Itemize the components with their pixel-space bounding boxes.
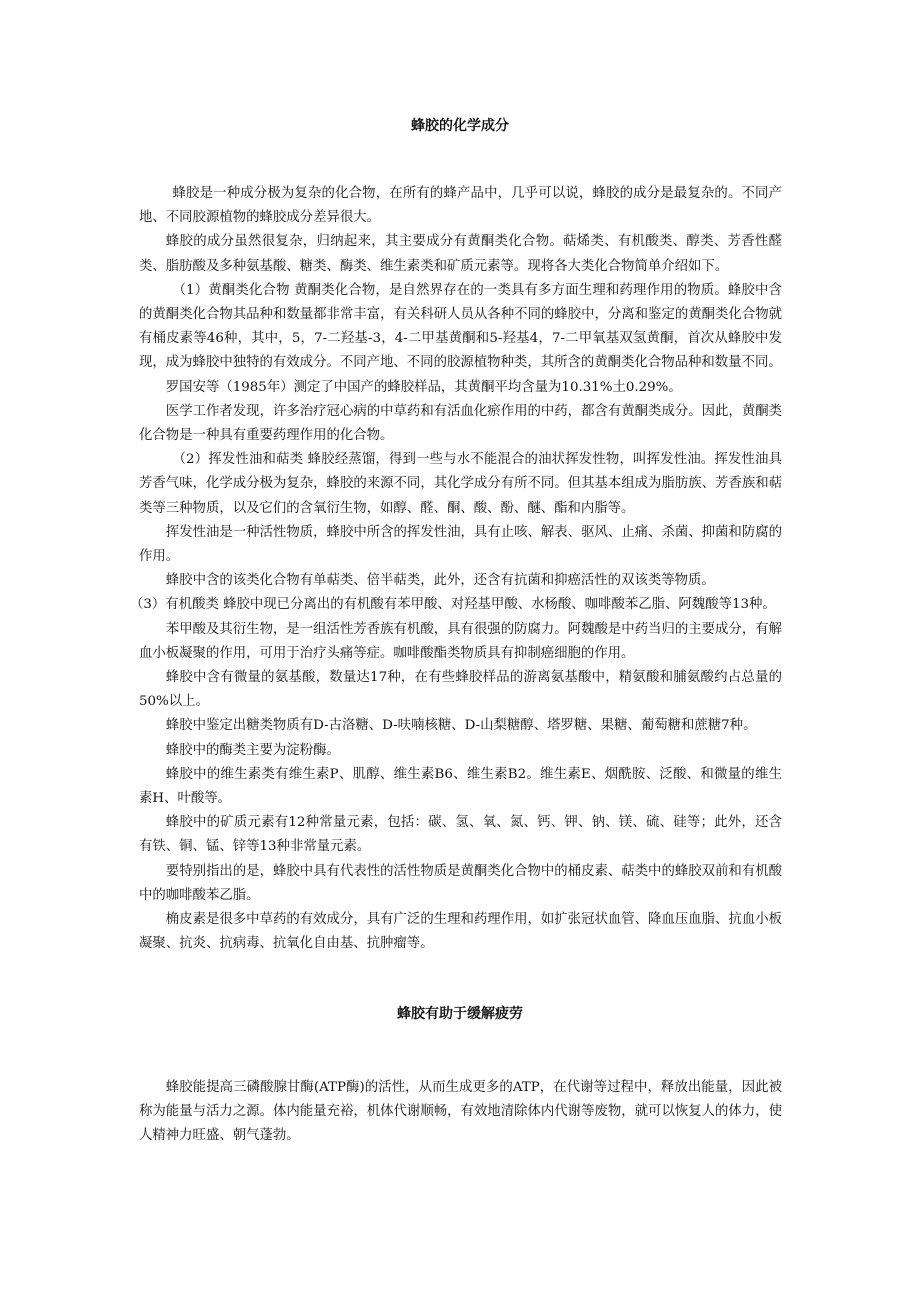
paragraph: 蜂胶的成分虽然很复杂，归纳起来，其主要成分有黄酮类化合物。萜烯类、有机酸类、醇类、芳香性醛类、脂肪酸及多种氨基酸、糖类、酶类、维生素类和矿质元素等。现将各大类化合物简单介绍如下。 [139, 234, 782, 274]
section-title-chemical-composition: 蜂胶的化学成分 [411, 118, 509, 134]
paragraph: 蜂胶是一种成分极为复杂的化合物，在所有的蜂产品中，几乎可以说，蜂胶的成分是最复杂的。不同产地、不同胶源植物的蜂胶成分差异很大。 [139, 186, 782, 226]
section-body-chemical-composition [130, 182, 782, 957]
paragraph: 蜂胶中含的该类化合物有单萜类、倍半萜类，此外，还含有抗菌和抑癌活性的双该类等物质。 [165, 573, 715, 589]
paragraph: 蜂胶中的维生素类有维生素P、肌醇、维生素B6、维生素B2。维生素E、烟酰胺、泛酸、和微量的维生素H、叶酸等。 [139, 766, 782, 807]
paragraph: 蜂胶中的酶类主要为淀粉酶。 [165, 742, 340, 758]
paragraph: （2）挥发性油和萜类 蜂胶经蒸馏，得到一些与水不能混合的油状挥发性物，叫挥发性油。挥发性油具芳香气味，化学成分极为复杂，蜂胶的来源不同，其化学成分有所不同。但其基本组成为脂肪族、芳香族和萜类等三种物质，以及它们的含氧衍生物，如醇、醛、酮、酸、酚、醚、酯和内脂等。 [139, 452, 782, 516]
section-body-fatigue-relief [139, 1076, 782, 1149]
paragraph: 桷皮素是很多中草药的有效成分，具有广泛的生理和药理作用，如扩张冠状血管、降血压血脂、抗血小板凝聚、抗炎、抗病毒、抗氧化自由基、抗肿瘤等。 [139, 912, 782, 952]
paragraph: 蜂胶中含有微量的氨基酸，数量达17种，在有些蜂胶样品的游离氨基酸中，精氨酸和脯氨酸约占总量的50%以上。 [139, 670, 782, 710]
paragraph: 蜂胶中鉴定出糖类物质有D-古洛糖、D-呋喃核糖、D-山梨糖醇、塔罗糖、果糖、葡萄糖和蔗糖7种。 [165, 718, 757, 734]
paragraph: （3）有机酸类 蜂胶中现已分离出的有机酸有苯甲酸、对羟基甲酸、水杨酸、咖啡酸苯乙脂、阿魏酸等13种。 [130, 597, 776, 613]
paragraph: 蜂胶中的矿质元素有12种常量元素，包括：碳、氢、氧、氮、钙、钾、钠、镁、硫、硅等；此外，还含有铁、铜、锰、锌等13种非常量元素。 [139, 815, 782, 855]
paragraph: 蜂胶能提高三磷酸腺甘酶(ATP酶)的活性，从而生成更多的ATP，在代谢等过程中，释放出能量，因此被称为能量与活力之源。体内能量充裕，机体代谢顺畅，有效地清除体内代谢等废物，就可以恢复人的体力，使人精神力旺盛、朝气蓬勃。 [139, 1080, 782, 1144]
paragraph: 医学工作者发现，许多治疗冠心病的中草药和有活血化瘀作用的中药，都含有黄酮类成分。因此，黄酮类化合物是一种具有重要药理作用的化合物。 [139, 403, 782, 444]
paragraph: 要特别指出的是，蜂胶中具有代表性的活性物质是黄酮类化合物中的桶皮素、萜类中的蜂胶双前和有机酸中的咖啡酸苯乙脂。 [139, 863, 782, 903]
paragraph: 苯甲酸及其衍生物，是一组活性芳香族有机酸，具有很强的防腐力。阿魏酸是中药当归的主要成分，有解血小板凝聚的作用，可用于治疗头痛等症。咖啡酸酯类物质具有抑制癌细胞的作用。 [139, 621, 782, 661]
paragraph: 罗国安等（1985年）测定了中国产的蜂胶样品，其黄酮平均含量为10.31%土0.29%。 [165, 379, 682, 395]
section-title-fatigue-relief: 蜂胶有助于缓解疲劳 [397, 1006, 523, 1022]
paragraph: （1）黄酮类化合物 黄酮类化合物，是自然界存在的一类具有多方面生理和药理作用的物质。蜂胶中含的黄酮类化合物其品种和数量都非常丰富，有关科研人员从各种不同的蜂胶中，分离和鉴定的黄酮类化合物就有桶皮素等46种，其中，5，7-二羟基-3，4-二甲基黄酮和5-羟基4，7-二甲氧基双氢黄酮，首次从蜂胶中发现，成为蜂胶中独特的有效成分。不同产地、不同的胶源植物种类，其所含的黄酮类化合物品种和数量不同。 [139, 282, 782, 371]
paragraph: 挥发性油是一种活性物质，蜂胶中所含的挥发性油，具有止咳、解表、驱风、止痛、杀菌、抑菌和防腐的作用。 [139, 524, 782, 565]
